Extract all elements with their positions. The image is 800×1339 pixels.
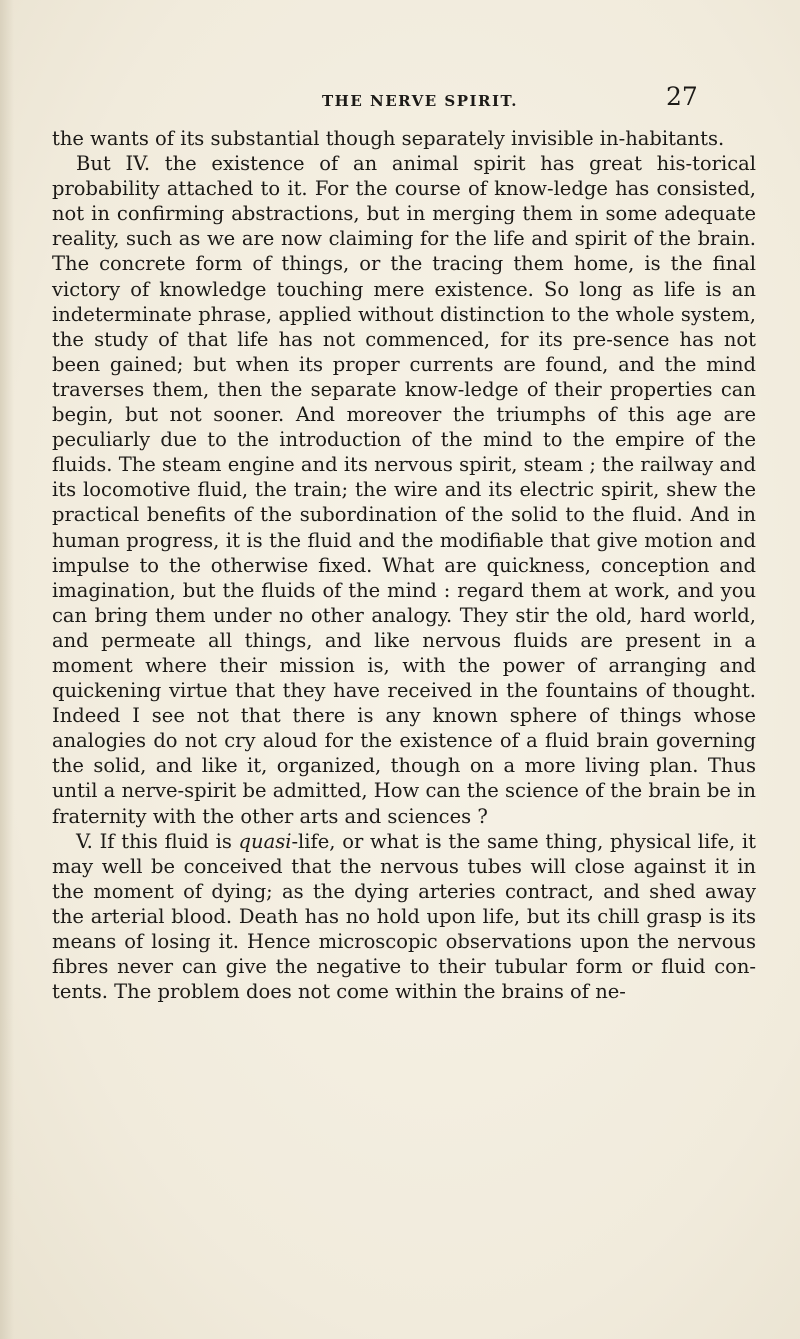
paragraph-v [52,829,756,1005]
body-text [52,126,756,1004]
paragraph-continuation: the wants of its substantial though separately invisible in-habitants. [52,127,725,150]
paragraph-iv: But IV. the existence of an animal spirit has great his-torical probability attached to it. For the course of know-ledge has consisted, not in confirming abstractions, but in merging them in some adequate reality, such as we are now claiming for the life and spirit of the brain. The concrete form of things, or the tracing them home, is the final victory of knowledge touching mere existence. So long as life is an indeterminate phrase, applied without distinction to the whole system, the study of that life has not commenced, for its pre-sence has not been gained; but when its proper currents are found, and the mind traverses them, then the separate know-ledge of their properties can begin, but not sooner. And moreover the triumphs of this age are peculiarly due to the introduction of the mind to the empire of the fluids. The steam engine and its nervous spirit, steam ; the railway and its locomotive fluid, the train; the wire and its electric spirit, shew the practical benefits of the subordination of the solid to the fluid. And in human progress, it is the fluid and the modifiable that give motion and impulse to the otherwise fixed. What are quickness, conception and imagination, but the fluids of the mind : regard them at work, and you can bring them under no other analogy. They stir the old, hard world, and permeate all things, and like nervous fluids are present in a moment where their mission is, with the power of arranging and quickening virtue that they have received in the fountains of thought. Indeed I see not that there is any known sphere of things whose analogies do not cry aloud for the existence of a fluid brain governing the solid, and like it, organized, though on a more living plan. Thus until a nerve-spirit be admitted, How can the science of the brain be in fraternity with the other arts and sciences ? [52,152,756,828]
paragraph-v-italic-word: quasi [238,829,292,853]
page-number: 27 [666,82,698,111]
running-title: THE NERVE SPIRIT. [322,92,518,110]
page-gutter-shadow [0,0,14,1339]
paragraph-v-start: V. If this fluid is [76,829,239,853]
page-header [0,82,800,118]
paragraph-v-rest: -life, or what is the same thing, physical life, it may well be conceived that the nervous tubes will close against it in the moment of dying; as the dying arteries contract, and shed away the arterial blood. Death has no hold upon life, but its chill grasp is its means of losing it. Hence microscopic observations upon the nervous fibres never can give the negative to their tubular form or fluid con-tents. The problem does not come within the brains of ne- [52,829,756,1004]
